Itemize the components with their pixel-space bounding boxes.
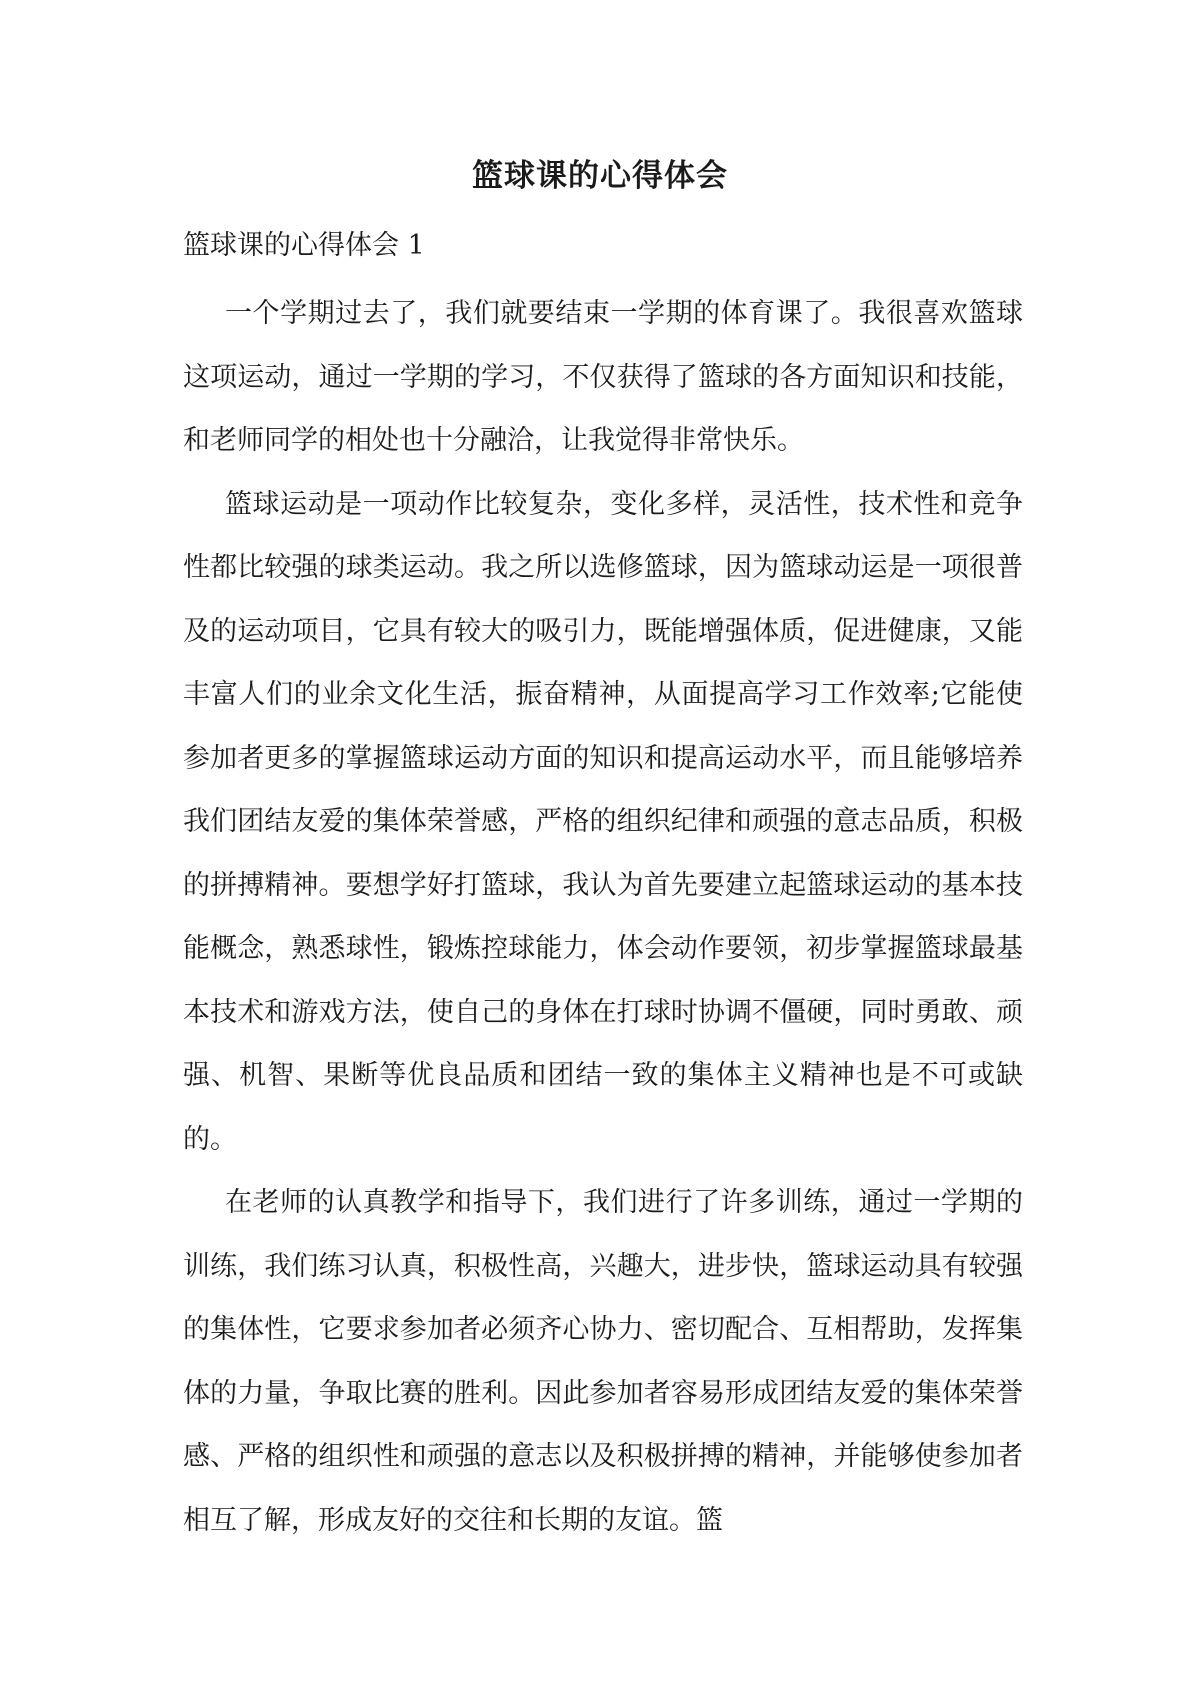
paragraph: 篮球运动是一项动作比较复杂，变化多样，灵活性，技术性和竞争性都比较强的球类运动。我之所以选修篮球，因为篮球动运是一项很普及的运动项目，它具有较大的吸引力，既能增强体质，促进健康，又能丰富人们的业余文化生活，振奋精神，从面提高学习工作效率;它能使参加者更多的掌握篮球运动方面的知识和提高运动水平，而且能够培养我们团结友爱的集体荣誉感，严格的组织纪律和顽强的意志品质，积极的拼搏精神。要想学好打篮球，我认为首先要建立起篮球运动的基本技能概念，熟悉球性，锻炼控球能力，体会动作要领，初步掌握篮球最基本技术和游戏方法，使自己的身体在打球时协调不僵硬，同时勇敢、顽强、机智、果断等优良品质和团结一致的集体主义精神也是不可或缺的。 <box>183 488 1023 1155</box>
paragraph: 在老师的认真教学和指导下，我们进行了许多训练，通过一学期的训练，我们练习认真，积极性高，兴趣大，进步快，篮球运动具有较强的集体性，它要求参加者必须齐心协力、密切配合、互相帮助，发挥集体的力量，争取比赛的胜利。因此参加者容易形成团结友爱的集体荣誉感、严格的组织性和顽强的意志以及积极拼搏的精神，并能够使参加者相互了解，形成友好的交往和长期的友谊。篮 <box>183 1187 1023 1536</box>
document-subtitle: 篮球课的心得体会 1 <box>183 230 425 261</box>
paragraph: 一个学期过去了，我们就要结束一学期的体育课了。我很喜欢篮球这项运动，通过一学期的学习，不仅获得了篮球的各方面知识和技能，和老师同学的相处也十分融洽，让我觉得非常快乐。 <box>183 298 1023 456</box>
document-title: 篮球课的心得体会 <box>472 158 728 194</box>
document-body <box>183 282 1023 1552</box>
